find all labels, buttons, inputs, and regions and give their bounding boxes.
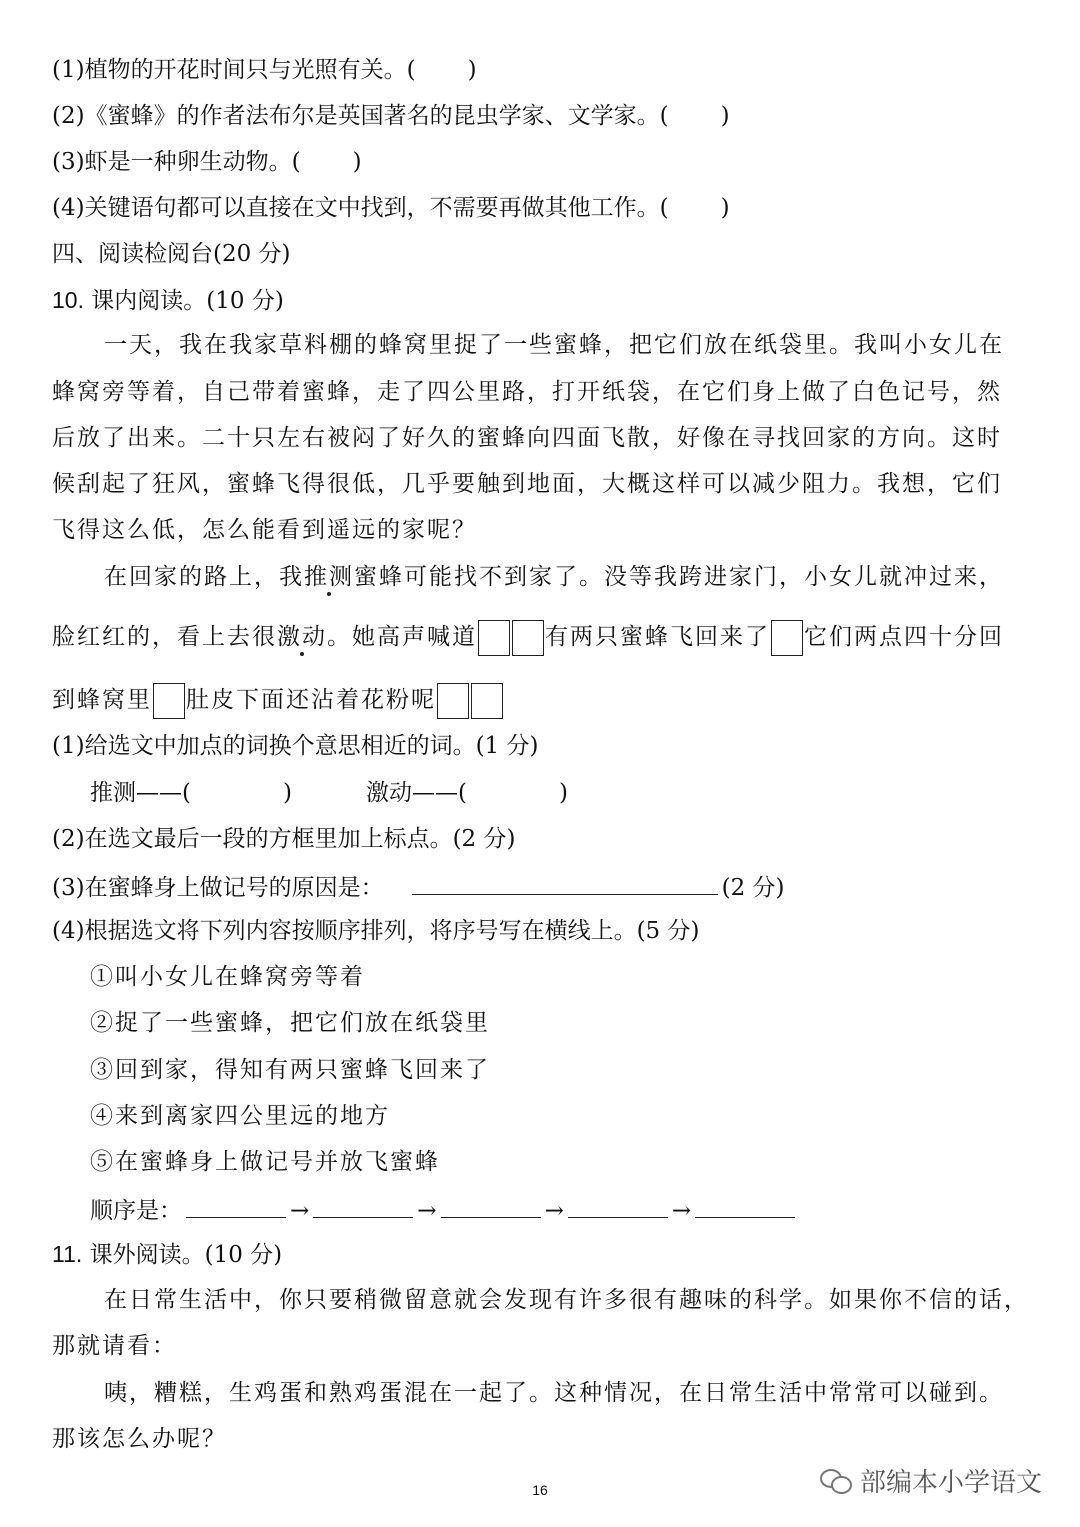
punctuation-box[interactable] (471, 683, 503, 719)
arrow-icon: → (671, 1198, 692, 1224)
passage-line: 候刮起了狂风，蜜蜂飞得很低，几乎要触到地面，大概这样可以减少阻力。我想，它们 (52, 471, 1002, 497)
passage-line: 一天，我在我家草料棚的蜂窝里捉了一些蜜蜂，把它们放在纸袋里。我叫小女儿在 (104, 332, 1004, 358)
passage-line: 在回家的路上，我推测蜜蜂可能找不到家了。没等我跨进家门，小女儿就冲过来， (104, 564, 1004, 590)
sub-question-4: (4)根据选文将下列内容按顺序排列，将序号写在横线上。(5 分) (52, 918, 700, 944)
dotted-word: 激动 (277, 624, 327, 650)
tf-item-2: (2)《蜜蜂》的作者法布尔是英国著名的昆虫学家、文学家。( ) (52, 103, 730, 129)
passage-line: 那该怎么办呢？ (52, 1426, 227, 1452)
section-heading: 四、阅读检阅台(20 分) (52, 241, 291, 267)
tf-item-text: (4)关键语句都可以直接在文中找到，不需要再做其他工作。( (52, 195, 669, 221)
arrow-icon: → (544, 1198, 564, 1224)
answer-line[interactable] (412, 870, 718, 895)
punctuation-box[interactable] (478, 620, 510, 656)
passage-line: 在日常生活中，你只要稍微留意就会发现有许多很有趣味的科学。如果你不信的话， (104, 1287, 1029, 1313)
passage-line: 蜂窝旁等着，自己带着蜜蜂，走了四公里路，打开纸袋，在它们身上做了白色记号，然 (52, 379, 1002, 405)
punctuation-box[interactable] (437, 683, 469, 719)
question-10-title: 10. 课内阅读。(10 分) (52, 287, 284, 314)
synonym-answers: 推测——( ) 激动——( ) (90, 780, 568, 806)
sub-question-2: (2)在选文最后一段的方框里加上标点。(2 分) (52, 826, 516, 852)
tf-item-text: (2)《蜜蜂》的作者法布尔是英国著名的昆虫学家、文学家。( (52, 103, 669, 129)
passage-line: 那就请看： (52, 1333, 177, 1359)
arrow-icon: → (417, 1198, 437, 1224)
question-number: 10. (52, 287, 84, 313)
watermark-text: 部编本小学语文 (860, 1467, 1043, 1498)
order-option: ④来到离家四公里远的地方 (90, 1103, 390, 1129)
tf-item-text: (3)虾是一种卵生动物。( (52, 149, 301, 175)
order-blank[interactable] (186, 1193, 286, 1218)
watermark (820, 1460, 1042, 1500)
page-number: 16 (532, 1482, 548, 1498)
tf-item-1: (1)植物的开花时间只与光照有关。( ) (52, 57, 477, 83)
order-blank[interactable] (313, 1193, 413, 1218)
punctuation-box[interactable] (153, 683, 185, 719)
order-blank[interactable] (568, 1193, 668, 1218)
passage-line: 脸红红的，看上去很激动。她高声喊道 有两只蜜蜂飞回来了 它们两点四十分回 (52, 620, 1004, 656)
dotted-word: 推测 (304, 564, 354, 590)
order-answer-row: 顺序是： → → → → (90, 1193, 799, 1226)
sub-question-3: (3)在蜜蜂身上做记号的原因是： (2 分) (52, 870, 784, 903)
order-blank[interactable] (441, 1193, 541, 1218)
order-blank[interactable] (695, 1193, 795, 1218)
order-option: ⑤在蜜蜂身上做记号并放飞蜜蜂 (90, 1149, 440, 1175)
tf-item-text: (1)植物的开花时间只与光照有关。( (52, 57, 416, 83)
question-number: 11. (52, 1241, 83, 1267)
passage-line: 飞得这么低，怎么能看到遥远的家呢？ (52, 517, 477, 543)
order-option: ②捉了一些蜜蜂，把它们放在纸袋里 (90, 1010, 490, 1036)
punctuation-box[interactable] (771, 620, 803, 656)
passage-line: 咦，糟糕，生鸡蛋和熟鸡蛋混在一起了。这种情况，在日常生活中常常可以碰到。 (104, 1380, 1004, 1406)
sub-question-1: (1)给选文中加点的词换个意思相近的词。(1 分) (52, 733, 539, 759)
punctuation-box[interactable] (512, 620, 544, 656)
question-11-title: 11. 课外阅读。(10 分) (52, 1241, 283, 1268)
tf-item-4: (4)关键语句都可以直接在文中找到，不需要再做其他工作。( ) (52, 195, 730, 221)
tf-item-3: (3)虾是一种卵生动物。( ) (52, 149, 362, 175)
passage-line: 后放了出来。二十只左右被闷了好久的蜜蜂向四面飞散，好像在寻找回家的方向。这时 (52, 425, 1002, 451)
wechat-icon (820, 1467, 852, 1493)
passage-line: 到蜂窝里 肚皮下面还沾着花粉呢 (52, 683, 504, 719)
order-option: ①叫小女儿在蜂窝旁等着 (90, 964, 365, 990)
arrow-icon: → (290, 1198, 310, 1224)
order-option: ③回到家，得知有两只蜜蜂飞回来了 (90, 1057, 490, 1083)
